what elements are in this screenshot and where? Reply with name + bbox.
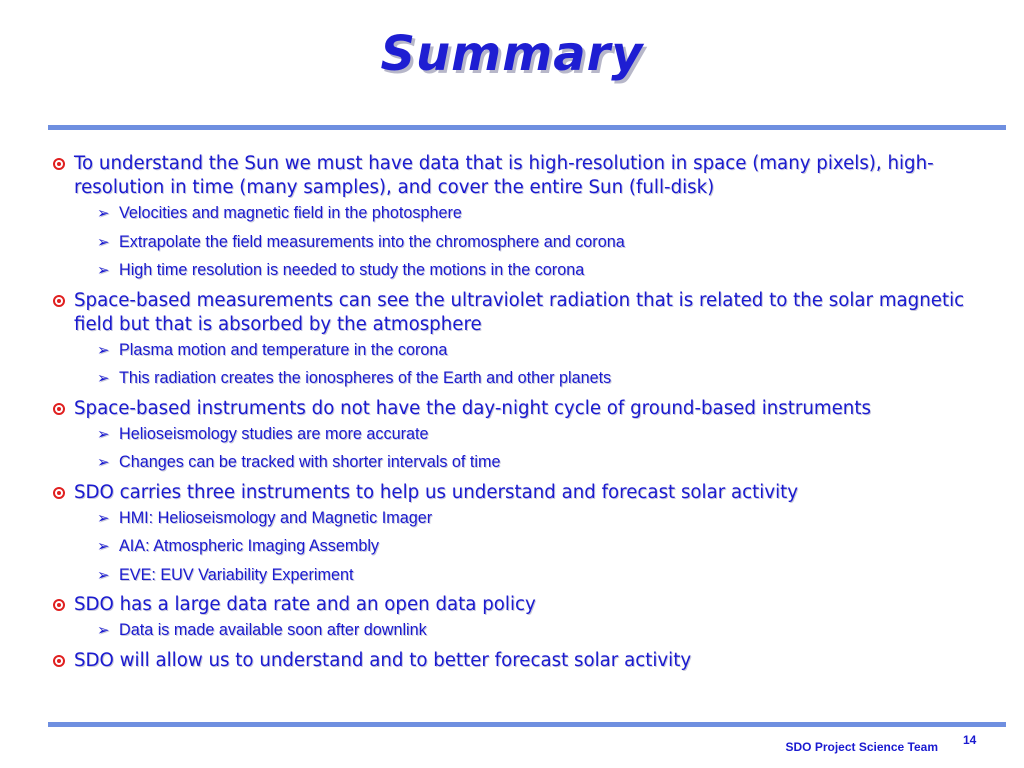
sub-bullet-text: Extrapolate the field measurements into the chromosphere and corona xyxy=(119,232,625,251)
sub-bullet-text: HMI: Helioseismology and Magnetic Imager xyxy=(119,508,433,527)
bullet-text: To understand the Sun we must have data that is high-resolution in space (many pixels), high-resolution in time (many samples), and cover the entire Sun (full-disk) xyxy=(74,153,934,198)
footer-divider xyxy=(48,722,1006,727)
bullet-item xyxy=(53,289,1003,337)
sub-bullet-text: Helioseismology studies are more accurate xyxy=(119,424,429,443)
arrow-bullet-icon: ➢ xyxy=(97,205,110,222)
bullet-list xyxy=(53,152,1003,676)
slide-title: Summary xyxy=(380,26,644,82)
arrow-bullet-icon: ➢ xyxy=(97,509,110,527)
circle-bullet-icon xyxy=(53,487,65,499)
sub-bullet-text: Plasma motion and temperature in the corona xyxy=(119,340,448,359)
sub-bullet-item xyxy=(53,620,1003,641)
arrow-bullet-icon: ➢ xyxy=(97,566,110,584)
sub-bullet-text: Changes can be tracked with shorter intervals of time xyxy=(119,453,501,471)
bullet-item xyxy=(53,593,1003,617)
sub-bullet-text: High time resolution is needed to study the motions in the corona xyxy=(119,261,585,279)
bullet-text: SDO carries three instruments to help us understand and forecast solar activity xyxy=(74,481,799,503)
sub-bullet-item xyxy=(53,508,1003,529)
arrow-bullet-icon: ➢ xyxy=(97,425,110,443)
bullet-text: SDO will allow us to understand and to better forecast solar activity xyxy=(74,649,692,671)
sub-bullet-item xyxy=(53,260,1003,281)
sub-bullet-item xyxy=(53,565,1003,586)
circle-bullet-icon xyxy=(53,655,65,667)
arrow-bullet-icon: ➢ xyxy=(97,341,110,359)
sub-bullet-item xyxy=(53,536,1003,557)
circle-bullet-icon xyxy=(53,403,65,415)
circle-bullet-icon xyxy=(53,295,65,307)
bullet-item xyxy=(53,649,1003,673)
sub-bullet-text: EVE: EUV Variability Experiment xyxy=(119,565,354,584)
bullet-item xyxy=(53,152,1003,200)
sub-bullet-text: Velocities and magnetic field in the photosphere xyxy=(119,204,462,222)
sub-bullet-item xyxy=(53,340,1003,361)
sub-bullet-item xyxy=(53,232,1003,253)
sub-bullet-text: Data is made available soon after downlink xyxy=(119,621,427,639)
arrow-bullet-icon: ➢ xyxy=(97,262,110,279)
title-divider xyxy=(48,125,1006,130)
footer-text: SDO Project Science Team xyxy=(785,740,938,754)
sub-bullet-item xyxy=(53,203,1003,224)
page-number: 14 xyxy=(963,733,977,747)
arrow-bullet-icon: ➢ xyxy=(97,622,110,639)
sub-bullet-text: AIA: Atmospheric Imaging Assembly xyxy=(119,537,380,555)
circle-bullet-icon xyxy=(53,599,65,611)
circle-bullet-icon xyxy=(53,158,65,170)
bullet-item xyxy=(53,397,1003,421)
arrow-bullet-icon: ➢ xyxy=(97,538,110,555)
bullet-text: Space-based instruments do not have the day-night cycle of ground-based instruments xyxy=(74,397,871,419)
sub-bullet-text: This radiation creates the ionospheres of the Earth and other planets xyxy=(119,369,612,387)
arrow-bullet-icon: ➢ xyxy=(97,454,110,471)
bullet-item xyxy=(53,481,1003,505)
bullet-text: SDO has a large data rate and an open data policy xyxy=(74,594,536,615)
arrow-bullet-icon: ➢ xyxy=(97,370,110,387)
sub-bullet-item xyxy=(53,424,1003,445)
sub-bullet-item xyxy=(53,452,1003,473)
sub-bullet-item xyxy=(53,368,1003,389)
arrow-bullet-icon: ➢ xyxy=(97,233,110,251)
bullet-text: Space-based measurements can see the ultraviolet radiation that is related to the solar magnetic field but that is absorbed by the atmosphere xyxy=(74,289,965,335)
